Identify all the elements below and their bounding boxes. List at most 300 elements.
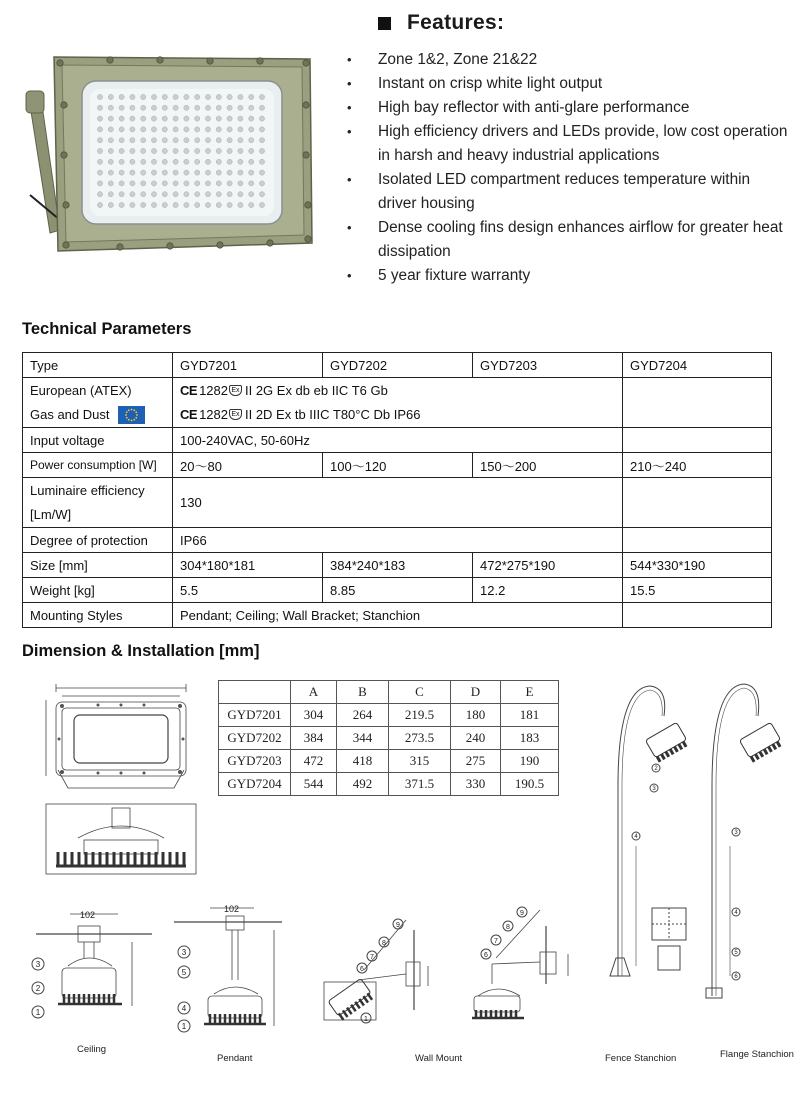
led-dot [151,181,156,186]
row-label: Degree of protection [23,528,173,553]
cooling-fin [679,744,682,749]
cooling-fin [661,754,664,759]
empty-cell [623,428,772,453]
dimension-title: Dimension & Installation [mm] [22,642,260,660]
table-row [23,578,772,603]
model-cell: GYD7203 [473,353,623,378]
led-dot [151,170,156,175]
led-dot [195,105,200,110]
led-dot [216,192,221,197]
led-dot [119,170,124,175]
size-cell: 384*240*183 [323,553,473,578]
led-dot [238,159,243,164]
dim-cell: 330 [451,773,501,796]
led-dot [141,202,146,207]
led-dot [205,192,210,197]
header-cell: D [451,681,501,704]
led-dot [130,94,135,99]
header-cell: C [389,681,451,704]
caption-flange-stanchion: Flange Stanchion [720,1049,794,1060]
eu-star [135,411,137,413]
feature-item: • Instant on crisp white light output [345,72,788,96]
cooling-fin [683,742,686,747]
led-dot [130,116,135,121]
led-dot [162,138,167,143]
led-dot [151,94,156,99]
model-cell: GYD7203 [219,750,291,773]
table-row [23,428,772,453]
led-dot [141,181,146,186]
led-dot [205,148,210,153]
cooling-fin [773,744,776,749]
led-dot [259,138,264,143]
led-dot [119,148,124,153]
led-dot [195,94,200,99]
led-dot [227,148,232,153]
led-dot [151,105,156,110]
size-cell: 304*180*181 [173,553,323,578]
led-dot [184,202,189,207]
led-dot [259,116,264,121]
marker-label: 6 [484,952,488,959]
led-dot [162,148,167,153]
led-dot [108,181,113,186]
header-cell: E [501,681,559,704]
marker-label: 9 [396,922,400,929]
bolt [157,57,163,63]
led-dot [216,148,221,153]
feature-item: • Zone 1&2, Zone 21&22 [345,48,788,72]
efficiency-value: 130 [173,478,623,528]
row-label: Mounting Styles [23,603,173,628]
eu-star [135,416,137,418]
led-dot [184,127,189,132]
led-dot [173,192,178,197]
features-section [378,8,788,288]
led-dot [119,105,124,110]
model-cell: GYD7202 [323,353,473,378]
led-dot [259,105,264,110]
ce-mark: CE [180,383,198,398]
led-dot [249,116,254,121]
led-dot [173,127,178,132]
feature-item: • 5 year fixture warranty [345,264,788,288]
led-dot [259,94,264,99]
row-label: Size [mm] [23,553,173,578]
led-dot [141,138,146,143]
atex-gas-marking: II 2G Ex db eb IIC T6 Gb [244,383,388,398]
marker-label: 8 [506,924,510,931]
dim-cell: 544 [291,773,337,796]
led-dot [238,170,243,175]
product-photo [20,45,320,260]
marker-label: 7 [370,954,374,961]
led-dot [249,138,254,143]
input-voltage-value: 100-240VAC, 50-60Hz [173,428,623,453]
led-dot [205,138,210,143]
table-row [219,727,559,750]
led-dot [238,202,243,207]
caption-fence-stanchion: Fence Stanchion [605,1053,677,1064]
led-dot [259,148,264,153]
eu-star [130,419,132,421]
led-dot [249,192,254,197]
led-dot [151,192,156,197]
row-label: Power consumption [W] [23,453,173,478]
led-dot [205,159,210,164]
led-dot [141,159,146,164]
led-dot [205,116,210,121]
cert-number: 1282 [199,407,228,422]
marker-label: 3 [734,830,738,836]
feature-item: • High bay reflector with anti-glare performance [345,96,788,120]
led-dot [173,159,178,164]
cooling-fin [666,752,669,757]
led-dot [205,202,210,207]
led-dot [184,94,189,99]
bolt [107,57,113,63]
marker-label: 5 [734,950,738,956]
led-dot [108,94,113,99]
ce-mark: CE [180,407,198,422]
led-dot [205,94,210,99]
led-dot [249,170,254,175]
bolt [57,60,63,66]
pendant-mount-drawing [170,900,290,1040]
table-row [23,453,772,478]
eu-star [133,409,135,411]
header-cell: A [291,681,337,704]
led-dot [227,116,232,121]
led-dot [130,192,135,197]
fence-stanchion-drawing [596,676,700,1046]
dimension-table [218,680,559,796]
caption-wall-mount: Wall Mount [415,1053,463,1064]
led-dot [227,192,232,197]
led-dot [97,159,102,164]
led-dot [216,105,221,110]
ceiling-mount-drawing [28,906,158,1036]
led-dot [173,202,178,207]
led-dot [238,94,243,99]
bolt [305,202,311,208]
led-dot [195,170,200,175]
led-dot [216,159,221,164]
led-dot [195,192,200,197]
bolt [61,102,67,108]
table-row [219,704,559,727]
table-row [23,378,772,428]
led-dot [184,148,189,153]
led-dot [227,181,232,186]
led-dot [119,138,124,143]
led-dot [162,170,167,175]
power-cell: 20～80 [173,453,323,478]
table-row [219,750,559,773]
led-dot [162,116,167,121]
led-dot [184,181,189,186]
marker-label: 9 [520,910,524,917]
feature-item: • High efficiency drivers and LEDs provide, low cost operation in harsh and heavy industrial applications [345,120,788,168]
led-dot [238,116,243,121]
dim-cell: 418 [337,750,389,773]
led-dot [130,159,135,164]
cooling-fin [764,749,767,754]
marker-label: 5 [181,968,187,977]
led-dot [162,202,167,207]
features-title: Features: [407,11,505,34]
bolt [167,243,173,249]
ex-hexagon-icon: Ex [229,409,242,420]
row-label [23,478,173,528]
led-dot [216,202,221,207]
dim-cell: 190 [501,750,559,773]
eu-star [136,414,138,416]
marker-label: 7 [494,938,498,945]
led-dot [249,202,254,207]
empty-cell [623,378,772,428]
feature-item: • Dense cooling fins design enhances airflow for greater heat dissipation [345,216,788,264]
led-dot [97,138,102,143]
led-dot [238,181,243,186]
led-dot [162,127,167,132]
marker-label: 4 [634,834,638,840]
led-dot [162,159,167,164]
eu-star [125,416,127,418]
empty-cell [623,478,772,528]
cooling-fin [670,749,673,754]
led-dot [184,159,189,164]
features-list [345,48,788,288]
bolt [217,242,223,248]
bolt [257,58,263,64]
bolt [63,202,69,208]
led-dot [151,127,156,132]
marker-label: 4 [181,1004,187,1013]
led-dot [195,181,200,186]
led-dot [227,159,232,164]
marker-label: 1 [35,1008,41,1017]
led-dot [108,170,113,175]
led-dot [173,170,178,175]
marker-label: 1 [181,1022,187,1031]
table-row [23,528,772,553]
eu-flag-icon [118,406,145,424]
cooling-fin [760,752,763,757]
led-dot [97,116,102,121]
led-dot [119,181,124,186]
led-dot [119,202,124,207]
led-dot [97,148,102,153]
power-cell: 210～240 [623,453,772,478]
dim-cell: 492 [337,773,389,796]
led-dot [238,148,243,153]
led-dot [162,192,167,197]
cooling-fin [674,747,677,752]
led-dot [184,105,189,110]
bolt [207,58,213,64]
table-row [23,353,772,378]
model-cell: GYD7201 [219,704,291,727]
bolt [305,236,311,242]
led-dot [227,94,232,99]
cooling-fin [768,747,771,752]
led-dot [195,127,200,132]
led-dot [173,116,178,121]
front-view-drawing [38,680,198,792]
led-dot [108,116,113,121]
led-dot [119,192,124,197]
led-dot [173,148,178,153]
led-dot [249,181,254,186]
led-dot [97,192,102,197]
led-dot [119,94,124,99]
led-dot [184,170,189,175]
weight-cell: 5.5 [173,578,323,603]
table-row [219,773,559,796]
dim-cell: 181 [501,704,559,727]
led-dot [238,127,243,132]
marker-label: 8 [382,940,386,947]
cooling-fin [777,742,780,747]
led-dot [249,159,254,164]
led-dot [227,170,232,175]
led-dot [108,105,113,110]
led-dot [249,127,254,132]
weight-cell: 12.2 [473,578,623,603]
bolt [63,242,69,248]
caption-pendant: Pendant [217,1053,253,1064]
led-dot [227,138,232,143]
power-cell: 150～200 [473,453,623,478]
led-dot [195,148,200,153]
model-cell: GYD7204 [219,773,291,796]
led-dot [141,170,146,175]
cooling-fin [751,757,754,762]
dim-cell: 344 [337,727,389,750]
led-dot [216,181,221,186]
bolt [303,102,309,108]
row-label [23,378,173,428]
marker-label: 3 [181,948,187,957]
led-dot [108,138,113,143]
square-bullet-icon [378,17,391,30]
led-dot [173,105,178,110]
header-cell [219,681,291,704]
wall-mount-alt-drawing [462,900,582,1030]
row-label: Weight [kg] [23,578,173,603]
led-dot [141,127,146,132]
led-dot [195,138,200,143]
led-dot [119,116,124,121]
led-dot [108,159,113,164]
protection-value: IP66 [173,528,623,553]
eu-star [125,414,127,416]
led-dot [162,181,167,186]
power-cell: 100～120 [323,453,473,478]
led-dot [216,170,221,175]
dim-cell: 219.5 [389,704,451,727]
eu-star [133,418,135,420]
dim-cell: 264 [337,704,389,727]
dim-cell: 384 [291,727,337,750]
led-dot [227,105,232,110]
led-dot [259,181,264,186]
cert-number: 1282 [199,383,228,398]
marker-label: 2 [654,766,658,772]
marker-label: 6 [360,966,364,973]
bolt [303,60,309,66]
led-dot [259,127,264,132]
eu-star [127,418,129,420]
led-dot [130,202,135,207]
bolt [303,152,309,158]
led-dot [205,105,210,110]
dim-cell: 275 [451,750,501,773]
led-dot [184,192,189,197]
table-row [23,603,772,628]
dim-102-label: 102 [224,904,240,914]
led-dot [130,148,135,153]
led-dot [227,127,232,132]
led-dot [151,202,156,207]
led-dot [141,148,146,153]
feature-item: • Isolated LED compartment reduces temperature within driver housing [345,168,788,216]
table-row [23,553,772,578]
size-cell: 472*275*190 [473,553,623,578]
eu-star [127,409,129,411]
eu-star [125,411,127,413]
marker-label: 1 [364,1016,368,1023]
led-dot [249,148,254,153]
model-cell: GYD7201 [173,353,323,378]
led-dot [195,159,200,164]
led-dot [227,202,232,207]
empty-cell [623,603,772,628]
led-dot [184,116,189,121]
led-dot [216,138,221,143]
technical-parameters-table [22,352,772,628]
side-view-drawing [38,800,198,880]
efficiency-label-line: Luminaire efficiency [30,482,145,498]
led-dot [141,94,146,99]
led-dot [205,170,210,175]
led-dot [259,159,264,164]
eu-star [130,408,132,410]
led-dot [108,148,113,153]
led-dot [238,138,243,143]
led-dot [205,181,210,186]
led-dot [259,202,264,207]
header-cell: B [337,681,389,704]
led-dot [130,127,135,132]
led-dot [216,116,221,121]
led-dot [151,148,156,153]
cooling-fin [657,757,660,762]
technical-parameters-title: Technical Parameters [22,320,192,338]
marker-label: 2 [35,984,41,993]
dim-cell: 315 [389,750,451,773]
dim-cell: 190.5 [501,773,559,796]
led-dot [130,181,135,186]
table-row [23,478,772,528]
weight-cell: 8.85 [323,578,473,603]
atex-cell [173,378,623,428]
dim-cell: 304 [291,704,337,727]
wall-mount-drawing [318,910,438,1035]
mounting-value: Pendant; Ceiling; Wall Bracket; Stanchion [173,603,623,628]
marker-label: 4 [734,910,738,916]
